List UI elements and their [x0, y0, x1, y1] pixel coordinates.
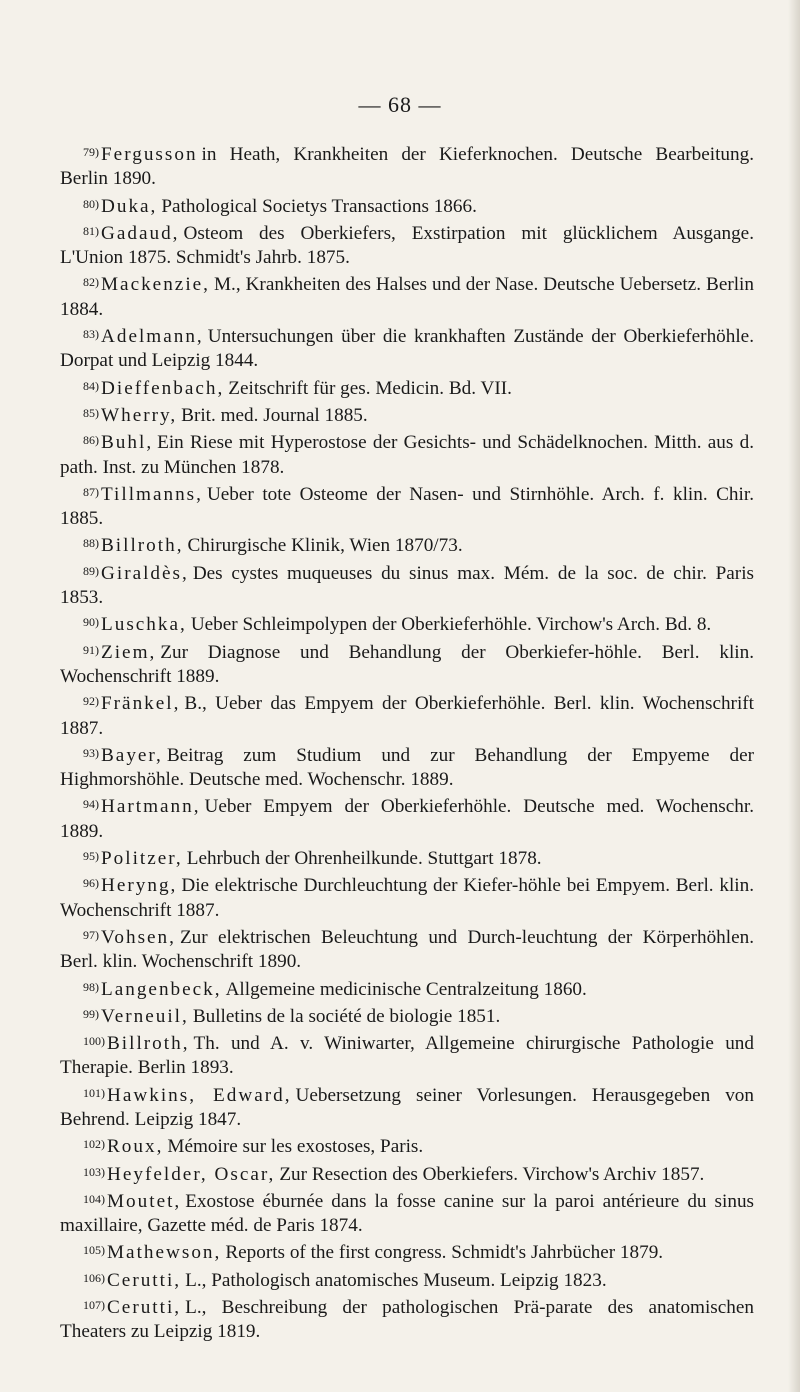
reference-text: Mémoire sur les exostoses, Paris.: [167, 1136, 424, 1158]
reference-author: Bayer,: [101, 744, 163, 766]
reference-author: Roux,: [107, 1136, 164, 1158]
reference-number: 100): [83, 1034, 105, 1049]
reference-author: Fergusson: [101, 144, 198, 165]
reference-entry: [60, 428, 754, 480]
reference-text: Zur Resection des Oberkiefers. Virchow's Archiv 1857.: [279, 1163, 705, 1185]
reference-number: 91): [83, 642, 99, 657]
reference-author: Langenbeck,: [101, 978, 222, 1000]
reference-text: Zur Diagnose und Behandlung der Oberkiefer-höhle. Berl. klin. Wochenschrift 1889.: [60, 641, 754, 687]
reference-author: Verneuil,: [101, 1005, 189, 1027]
reference-text: Ueber Schleimpolypen der Oberkieferhöhle. Virchow's Arch. Bd. 8.: [190, 614, 712, 636]
reference-number: 90): [83, 615, 99, 630]
reference-text: in Heath, Krankheiten der Kieferknochen. Deutsche Bearbeitung. Berlin 1890.: [60, 144, 754, 190]
reference-author: Hawkins, Edward,: [107, 1084, 292, 1106]
reference-number: 95): [83, 849, 99, 864]
reference-number: 107): [83, 1298, 105, 1313]
reference-number: 87): [83, 484, 99, 499]
reference-number: 88): [83, 536, 99, 551]
reference-author: Giraldès,: [101, 562, 189, 584]
reference-entry: [60, 559, 754, 611]
reference-author: Mathewson,: [107, 1242, 222, 1264]
reference-author: Tillmanns,: [101, 483, 203, 505]
reference-entry: [60, 1293, 754, 1345]
reference-text: Des cystes muqueuses du sinus max. Mém. de la soc. de chir. Paris 1853.: [60, 562, 754, 609]
reference-author: Cerutti,: [107, 1297, 182, 1319]
reference-author: Billroth,: [101, 535, 184, 557]
reference-text: Zeitschrift für ges. Medicin. Bd. VII.: [228, 377, 512, 399]
reference-entry: [60, 270, 754, 322]
reference-entry: [60, 1187, 754, 1239]
reference-entry: [60, 322, 754, 374]
reference-text: L., Pathologisch anatomisches Museum. Leipzig 1823.: [185, 1269, 607, 1291]
reference-entry: [60, 741, 754, 793]
reference-entry: [60, 374, 754, 401]
reference-text: Exostose éburnée dans la fosse canine sur la paroi antérieure du sinus maxillaire, Gazette méd. de Paris 1874.: [60, 1190, 754, 1237]
reference-author: Heryng,: [101, 875, 178, 897]
reference-number: 80): [83, 196, 99, 211]
reference-author: Ziem,: [101, 641, 157, 663]
reference-author: Adelmann,: [101, 326, 204, 348]
reference-text: Ein Riese mit Hyperostose der Gesichts- und Schädelknochen. Mitth. aus d. path. Inst. zu München 1878.: [60, 432, 754, 478]
reference-number: 101): [83, 1085, 105, 1100]
reference-number: 86): [83, 433, 99, 448]
reference-entry: [60, 975, 754, 1002]
reference-number: 79): [83, 145, 99, 159]
reference-text: L., Beschreibung der pathologischen Prä-parate des anatomischen Theaters zu Leipzig 1819.: [60, 1297, 754, 1343]
reference-text: Chirurgische Klinik, Wien 1870/73.: [187, 535, 463, 557]
reference-author: Politzer,: [101, 848, 183, 870]
reference-text: Die elektrische Durchleuchtung der Kiefer-höhle bei Empyem. Berl. klin. Wochenschrift 1887.: [60, 875, 754, 921]
reference-number: 85): [83, 405, 99, 420]
reference-number: 83): [83, 327, 99, 342]
reference-text: Uebersetzung seiner Vorlesungen. Herausgegeben von Behrend. Leipzig 1847.: [60, 1084, 754, 1130]
reference-text: Ueber tote Osteome der Nasen- und Stirnhöhle. Arch. f. klin. Chir. 1885.: [60, 483, 754, 530]
reference-text: Osteom des Oberkiefers, Exstirpation mit glücklichem Ausgange. L'Union 1875. Schmidt's Jahrb. 1875.: [60, 222, 754, 269]
reference-number: 97): [83, 927, 99, 942]
reference-entry: [60, 638, 754, 690]
reference-entry: [60, 1238, 754, 1265]
reference-text: Pathological Societys Transactions 1866.: [161, 195, 477, 217]
reference-list: [60, 140, 754, 1345]
reference-text: Beitrag zum Studium und zur Behandlung der Empyeme der Highmorshöhle. Deutsche med. Wochenschr. 1889.: [60, 744, 754, 791]
reference-entry: [60, 1002, 754, 1029]
reference-author: Hartmann,: [101, 796, 201, 818]
reference-author: Buhl,: [101, 432, 154, 454]
reference-author: Duka,: [101, 195, 158, 217]
reference-text: Lehrbuch der Ohrenheilkunde. Stuttgart 1878.: [186, 848, 542, 870]
reference-author: Luschka,: [101, 614, 187, 636]
reference-entry: [60, 610, 754, 637]
reference-number: 98): [83, 979, 99, 994]
reference-entry: [60, 140, 754, 192]
reference-text: Allgemeine medicinische Centralzeitung 1860.: [225, 978, 587, 1000]
reference-entry: [60, 844, 754, 871]
reference-number: 92): [83, 694, 99, 709]
reference-text: M., Krankheiten des Halses und der Nase. Deutsche Uebersetz. Berlin 1884.: [60, 274, 754, 320]
reference-entry: [60, 1029, 754, 1081]
page-number: — 68 —: [358, 92, 442, 117]
reference-text: Ueber Empyem der Oberkieferhöhle. Deutsche med. Wochenschr. 1889.: [60, 796, 754, 842]
reference-entry: [60, 192, 754, 219]
reference-entry: [60, 689, 754, 741]
reference-entry: [60, 401, 754, 428]
reference-text: Bulletins de la société de biologie 1851.: [192, 1005, 501, 1027]
reference-number: 89): [83, 563, 99, 578]
reference-entry: [60, 531, 754, 558]
reference-text: Th. und A. v. Winiwarter, Allgemeine chirurgische Pathologie und Therapie. Berlin 1893.: [60, 1033, 754, 1079]
reference-text: Brit. med. Journal 1885.: [181, 404, 368, 426]
reference-author: Cerutti,: [107, 1269, 182, 1291]
reference-author: Billroth,: [107, 1033, 190, 1055]
reference-entry: [60, 1266, 754, 1293]
reference-entry: [60, 480, 754, 532]
page-edge-shadow: [788, 0, 800, 1392]
reference-text: Untersuchungen über die krankhaften Zustände der Oberkieferhöhle. Dorpat und Leipzig 1844.: [60, 326, 754, 372]
reference-entry: [60, 923, 754, 975]
reference-author: Vohsen,: [101, 926, 176, 948]
reference-entry: [60, 1132, 754, 1159]
reference-entry: [60, 219, 754, 271]
reference-entry: [60, 871, 754, 923]
reference-entry: [60, 792, 754, 844]
reference-text: B., Ueber das Empyem der Oberkieferhöhle. Berl. klin. Wochenschrift 1887.: [60, 693, 754, 739]
reference-author: Wherry,: [101, 404, 178, 426]
reference-number: 96): [83, 876, 99, 891]
reference-number: 105): [83, 1243, 105, 1258]
reference-number: 106): [83, 1270, 105, 1285]
reference-number: 94): [83, 797, 99, 812]
reference-number: 102): [83, 1137, 105, 1152]
reference-number: 104): [83, 1191, 105, 1206]
reference-entry: [60, 1160, 754, 1187]
reference-author: Dieffenbach,: [101, 377, 225, 399]
reference-number: 93): [83, 745, 99, 760]
reference-author: Moutet,: [107, 1190, 182, 1212]
reference-number: 103): [83, 1164, 105, 1179]
reference-author: Gadaud,: [101, 222, 180, 244]
reference-author: Fränkel,: [101, 693, 181, 715]
reference-number: 81): [83, 223, 99, 238]
reference-text: Zur elektrischen Beleuchtung und Durch-leuchtung der Körperhöhlen. Berl. klin. Wochenschrift 1890.: [60, 926, 754, 973]
reference-number: 99): [83, 1006, 99, 1021]
reference-number: 82): [83, 275, 99, 290]
reference-text: Reports of the first congress. Schmidt's Jahrbücher 1879.: [225, 1242, 664, 1264]
reference-author: Mackenzie,: [101, 274, 210, 296]
reference-entry: [60, 1081, 754, 1133]
reference-author: Heyfelder, Oscar,: [107, 1163, 276, 1185]
reference-number: 84): [83, 378, 99, 393]
